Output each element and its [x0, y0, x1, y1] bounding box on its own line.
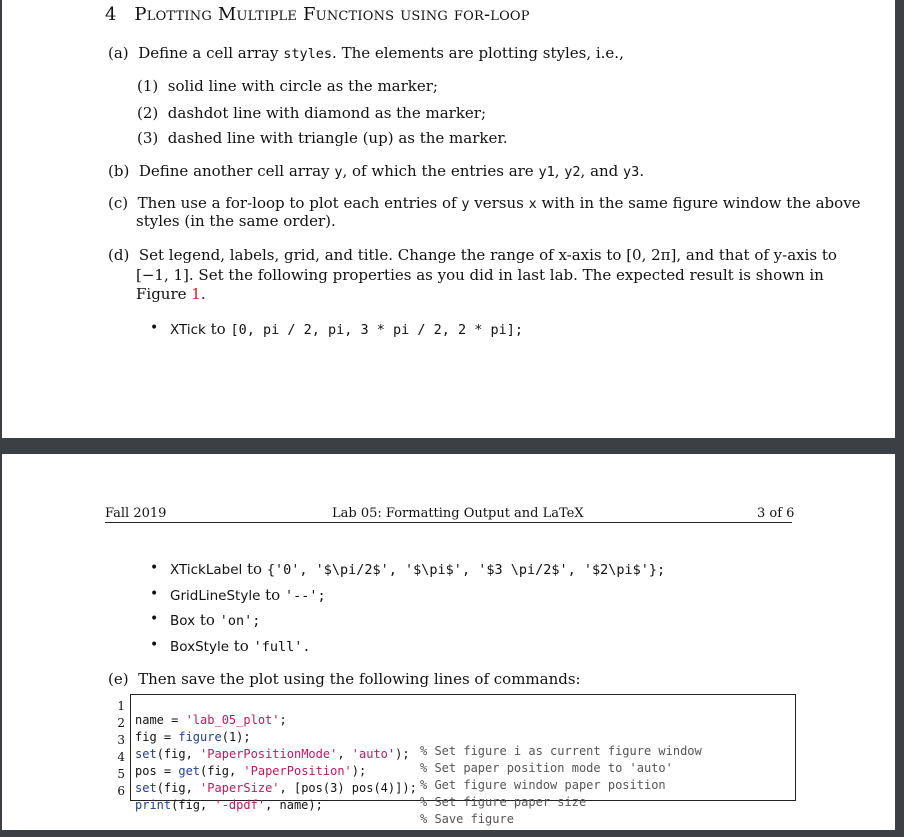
bullet-icon: • — [150, 611, 159, 627]
line-number: 1 — [117, 699, 125, 713]
code-token: pos = — [135, 764, 179, 778]
item-e-label: (e) — [108, 670, 129, 688]
code-token: (fig, — [171, 798, 215, 812]
subitem-label: (2) — [137, 104, 159, 122]
item-c-code: y — [461, 196, 470, 212]
property-value: 'full'. — [253, 639, 311, 655]
code-comment: % Save figure — [420, 812, 514, 826]
item-c — [108, 194, 861, 213]
code-token: (1); — [221, 730, 251, 744]
item-d-text: Figure — [136, 285, 192, 303]
item-a — [108, 44, 624, 63]
item-d-line2: [−1, 1]. Set the following properties as you did in last lab. The expected result is shown in — [136, 266, 824, 284]
subitem-text: dashed line with triangle (up) as the marker. — [167, 129, 508, 147]
code-token: (fig, — [156, 747, 201, 761]
code-function: set — [135, 747, 157, 761]
code-token: ); — [351, 764, 367, 778]
pdf-page-3 — [2, 454, 895, 830]
item-e — [108, 670, 581, 688]
property-value: [0, pi / 2, pi, 3 * pi / 2, 2 * pi]; — [230, 322, 524, 338]
item-a-text-post: . The elements are plotting styles, i.e., — [332, 44, 624, 62]
item-b-text: , of which the entries are — [342, 162, 539, 180]
item-d-text: Set legend, labels, grid, and title. Change the range of x-axis to [0, 2π], and that of y-axis to — [138, 246, 837, 264]
subitem-text: solid line with circle as the marker; — [167, 77, 438, 95]
bullet-icon: • — [150, 586, 159, 602]
item-d-line3 — [136, 285, 206, 303]
property-value: 'on'; — [219, 613, 261, 629]
item-a-label: (a) — [108, 44, 129, 62]
code-token: , name); — [265, 798, 323, 812]
code-token: (fig, — [156, 781, 201, 795]
bullet-icon: • — [150, 320, 159, 336]
item-b-text: Define another cell array — [138, 162, 335, 180]
subitem-2 — [137, 104, 486, 122]
subitem-label: (3) — [137, 129, 159, 147]
code-string: 'PaperPositionMode' — [200, 747, 338, 761]
item-b — [108, 162, 644, 181]
item-b-text: , and — [580, 162, 624, 180]
code-listing — [130, 694, 796, 826]
section-heading — [105, 4, 530, 25]
code-token: ; — [279, 713, 287, 727]
code-line-1 — [131, 699, 287, 727]
bullet-box — [170, 611, 260, 630]
item-e-text: Then save the plot using the following lines of commands: — [138, 670, 581, 688]
bullet-to: to — [205, 320, 231, 338]
code-string: 'lab_05_plot' — [185, 713, 280, 727]
item-c-text: versus — [469, 194, 529, 212]
item-c-label: (c) — [108, 194, 129, 212]
code-string: 'PaperSize' — [200, 781, 280, 795]
bullet-boxstyle — [170, 637, 311, 656]
code-token: (fig, — [200, 764, 244, 778]
item-b-code: y — [334, 164, 343, 180]
pdf-page-2 — [2, 0, 895, 438]
bullet-icon: • — [150, 560, 159, 576]
header-right: 3 of 6 — [757, 506, 795, 521]
item-d-text: . — [200, 285, 206, 303]
code-string: 'PaperPosition' — [243, 764, 352, 778]
property-name: GridLineStyle — [170, 588, 261, 604]
property-name: XTick — [170, 322, 206, 338]
line-number: 5 — [117, 767, 125, 781]
property-name: BoxStyle — [170, 639, 230, 655]
code-comment: % Set paper position mode to 'auto' — [420, 761, 673, 775]
code-function: set — [135, 781, 157, 795]
line-number: 3 — [117, 733, 125, 747]
header-left: Fall 2019 — [105, 506, 167, 521]
subitem-3 — [137, 129, 508, 147]
code-comment: % Set figure i as current figure window — [420, 744, 702, 758]
item-b-code: y2 — [564, 164, 581, 180]
bullet-to: to — [260, 586, 285, 604]
property-value: {'0', '$\pi/2$', '$\pi$', '$3 \pi/2$', '$2\pi$'}; — [266, 562, 666, 578]
property-name: XTickLabel — [170, 562, 243, 578]
code-function: figure — [178, 730, 222, 744]
code-token: , [pos(3) pos(4)]); — [279, 781, 417, 795]
item-b-text: , — [554, 162, 565, 180]
figure-link[interactable]: 1 — [191, 285, 201, 303]
bullet-xticklabel — [170, 560, 665, 579]
item-c-text: Then use a for-loop to plot each entries of — [137, 194, 462, 212]
item-d — [108, 246, 837, 264]
code-string: 'auto' — [351, 747, 396, 761]
header-rule — [105, 522, 792, 523]
line-number: 2 — [117, 716, 125, 730]
bullet-gridlinestyle — [170, 586, 326, 605]
bullet-to: to — [195, 611, 220, 629]
item-b-label: (b) — [108, 162, 130, 180]
item-b-text: . — [639, 162, 645, 180]
item-c-text: with in the same figure window the above — [536, 194, 861, 212]
code-token: name = — [135, 713, 186, 727]
item-c-line2: styles (in the same order). — [136, 212, 336, 230]
property-name: Box — [170, 613, 196, 629]
code-comment: % Set figure paper size — [420, 795, 587, 809]
item-c-code: x — [528, 196, 537, 212]
item-a-text: Define a cell array — [138, 44, 284, 62]
section-number: 4 — [105, 4, 117, 25]
code-token: ); — [395, 747, 410, 761]
line-number: 6 — [117, 784, 125, 798]
section-title: Plotting Multiple Functions using for-loop — [134, 4, 530, 25]
bullet-to: to — [242, 560, 267, 578]
item-b-code: y1 — [538, 164, 555, 180]
bullet-icon: • — [150, 637, 159, 653]
code-function: get — [178, 764, 201, 778]
subitem-1 — [137, 77, 438, 95]
item-d-label: (d) — [108, 246, 130, 264]
bullet-xtick — [170, 320, 523, 339]
code-token: fig = — [135, 730, 179, 744]
subitem-text: dashdot line with diamond as the marker; — [167, 104, 487, 122]
item-a-code: styles — [283, 46, 333, 62]
item-b-code: y3 — [623, 164, 640, 180]
code-comment: % Get figure window paper position — [420, 778, 666, 792]
property-value: '--'; — [284, 588, 326, 604]
code-string: '-dpdf' — [214, 798, 266, 812]
code-token: , — [337, 747, 352, 761]
code-function: print — [135, 798, 172, 812]
header-center: Lab 05: Formatting Output and LaTeX — [332, 506, 584, 521]
bullet-to: to — [229, 637, 254, 655]
subitem-label: (1) — [137, 77, 159, 95]
line-number: 4 — [117, 750, 125, 764]
